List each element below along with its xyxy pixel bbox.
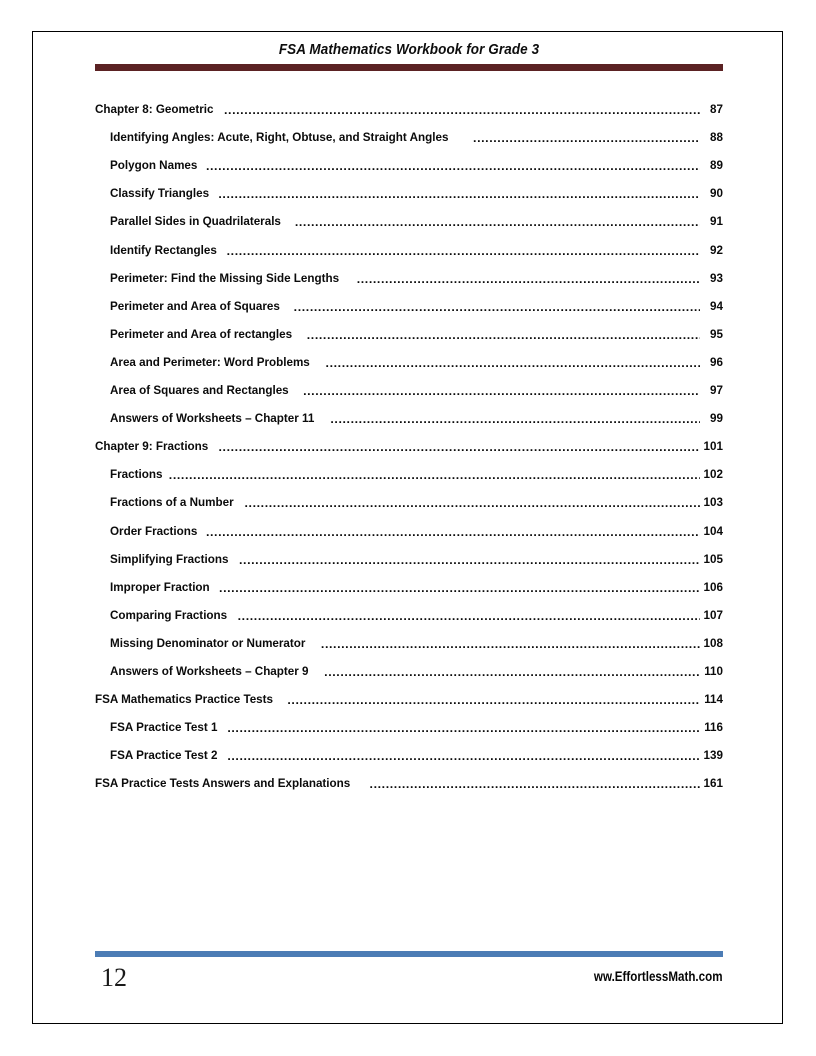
toc-entry[interactable]	[95, 93, 723, 121]
toc-entry-page-number: 94	[710, 298, 723, 313]
footer-divider-rule	[95, 951, 723, 957]
toc-dot-leader	[294, 299, 700, 314]
toc-entry-page-number: 90	[710, 186, 723, 201]
toc-dot-leader	[370, 776, 700, 791]
toc-entry[interactable]	[95, 627, 723, 655]
toc-entry[interactable]	[95, 767, 723, 795]
toc-entry-label: Area of Squares and Rectangles	[110, 383, 289, 398]
toc-entry-page-number: 88	[710, 130, 723, 145]
toc-entry-label: Perimeter and Area of Squares	[110, 298, 280, 313]
toc-entry-page-number: 106	[703, 579, 723, 594]
toc-entry[interactable]	[95, 177, 723, 205]
toc-entry-page-number: 97	[710, 383, 723, 398]
toc-entry-label: Area and Perimeter: Word Problems	[110, 354, 310, 369]
toc-dot-leader	[287, 692, 700, 707]
toc-entry[interactable]	[95, 458, 723, 486]
toc-entry[interactable]	[95, 711, 723, 739]
toc-dot-leader	[227, 243, 700, 258]
header-divider-rule	[95, 64, 723, 71]
toc-entry-label: Perimeter and Area of rectangles	[110, 326, 293, 341]
toc-entry[interactable]	[95, 149, 723, 177]
toc-dot-leader	[219, 439, 701, 454]
toc-dot-leader	[295, 214, 700, 229]
toc-entry[interactable]	[95, 262, 723, 290]
toc-dot-leader	[473, 130, 700, 145]
toc-entry-page-number: 107	[703, 607, 723, 622]
toc-entry-label: Perimeter: Find the Missing Side Lengths	[110, 270, 340, 285]
toc-entry-page-number: 93	[710, 270, 723, 285]
toc-entry-label: Chapter 9: Fractions	[95, 439, 209, 454]
toc-entry[interactable]	[95, 205, 723, 233]
toc-entry[interactable]	[95, 514, 723, 542]
toc-entry[interactable]	[95, 683, 723, 711]
toc-entry-label: Comparing Fractions	[110, 607, 228, 622]
toc-entry[interactable]	[95, 543, 723, 571]
toc-entry[interactable]	[95, 233, 723, 261]
toc-entry-label: FSA Practice Tests Answers and Explanations	[95, 776, 351, 791]
toc-entry-label: Answers of Worksheets – Chapter 11	[110, 411, 315, 426]
toc-entry-label: Fractions	[110, 467, 163, 482]
toc-entry-label: FSA Mathematics Practice Tests	[95, 692, 274, 707]
toc-entry-page-number: 99	[710, 411, 723, 426]
toc-entry[interactable]	[95, 599, 723, 627]
toc-dot-leader	[357, 271, 700, 286]
toc-entry-page-number: 161	[703, 776, 723, 791]
toc-entry-page-number: 96	[710, 354, 723, 369]
toc-entry-page-number: 89	[710, 158, 723, 173]
toc-entry[interactable]	[95, 121, 723, 149]
toc-dot-leader	[303, 383, 700, 398]
toc-dot-leader	[245, 495, 701, 510]
table-of-contents	[95, 93, 723, 795]
toc-entry[interactable]	[95, 571, 723, 599]
toc-entry[interactable]	[95, 430, 723, 458]
toc-entry[interactable]	[95, 402, 723, 430]
toc-entry-page-number: 87	[710, 102, 723, 117]
page-footer	[95, 961, 723, 1001]
toc-entry-label: Simplifying Fractions	[110, 551, 229, 566]
toc-entry-label: Polygon Names	[110, 158, 198, 173]
toc-dot-leader	[307, 327, 700, 342]
toc-entry[interactable]	[95, 346, 723, 374]
toc-dot-leader	[218, 186, 700, 201]
toc-entry-label: Classify Triangles	[110, 186, 210, 201]
toc-entry-label: Fractions of a Number	[110, 495, 234, 510]
toc-entry-page-number: 92	[710, 242, 723, 257]
toc-entry[interactable]	[95, 318, 723, 346]
toc-entry-page-number: 108	[703, 635, 723, 650]
toc-entry[interactable]	[95, 486, 723, 514]
toc-entry-label: Identifying Angles: Acute, Right, Obtuse, and Straight Angles	[110, 130, 449, 145]
toc-dot-leader	[330, 411, 700, 426]
page-title: FSA Mathematics Workbook for Grade 3	[278, 42, 540, 58]
footer-website-url: ww.EffortlessMath.com	[594, 969, 723, 984]
toc-entry-page-number: 116	[704, 720, 723, 735]
toc-entry-page-number: 95	[710, 326, 723, 341]
toc-entry-page-number: 139	[703, 748, 723, 763]
toc-entry-page-number: 103	[703, 495, 723, 510]
toc-entry-label: Identify Rectangles	[110, 242, 217, 257]
toc-dot-leader	[227, 748, 700, 763]
toc-entry-label: Answers of Worksheets – Chapter 9	[110, 663, 309, 678]
toc-entry-label: FSA Practice Test 2	[110, 748, 218, 763]
toc-entry[interactable]	[95, 290, 723, 318]
toc-entry[interactable]	[95, 374, 723, 402]
toc-entry-page-number: 110	[704, 663, 723, 678]
toc-entry-label: FSA Practice Test 1	[110, 720, 218, 735]
running-header	[95, 42, 723, 58]
toc-entry-label: Improper Fraction	[110, 579, 210, 594]
toc-entry[interactable]	[95, 655, 723, 683]
toc-entry-label: Order Fractions	[110, 523, 198, 538]
toc-dot-leader	[238, 608, 700, 623]
toc-entry[interactable]	[95, 739, 723, 767]
toc-dot-leader	[324, 664, 700, 679]
toc-dot-leader	[169, 467, 700, 482]
toc-entry-page-number: 114	[704, 692, 723, 707]
toc-entry-label: Chapter 8: Geometric	[95, 102, 214, 117]
toc-dot-leader	[239, 552, 700, 567]
toc-entry-page-number: 102	[703, 467, 723, 482]
toc-dot-leader	[219, 580, 700, 595]
toc-entry-page-number: 91	[710, 214, 723, 229]
toc-dot-leader	[321, 636, 700, 651]
toc-entry-label: Missing Denominator or Numerator	[110, 635, 306, 650]
toc-dot-leader	[206, 524, 700, 539]
toc-entry-label: Parallel Sides in Quadrilaterals	[110, 214, 281, 229]
toc-dot-leader	[227, 720, 700, 735]
toc-entry-page-number: 104	[703, 523, 723, 538]
footer-page-number: 12	[101, 963, 127, 992]
toc-dot-leader	[224, 102, 700, 117]
toc-entry-page-number: 105	[703, 551, 723, 566]
toc-entry-page-number: 101	[703, 439, 723, 454]
toc-dot-leader	[206, 158, 700, 173]
toc-dot-leader	[326, 355, 700, 370]
